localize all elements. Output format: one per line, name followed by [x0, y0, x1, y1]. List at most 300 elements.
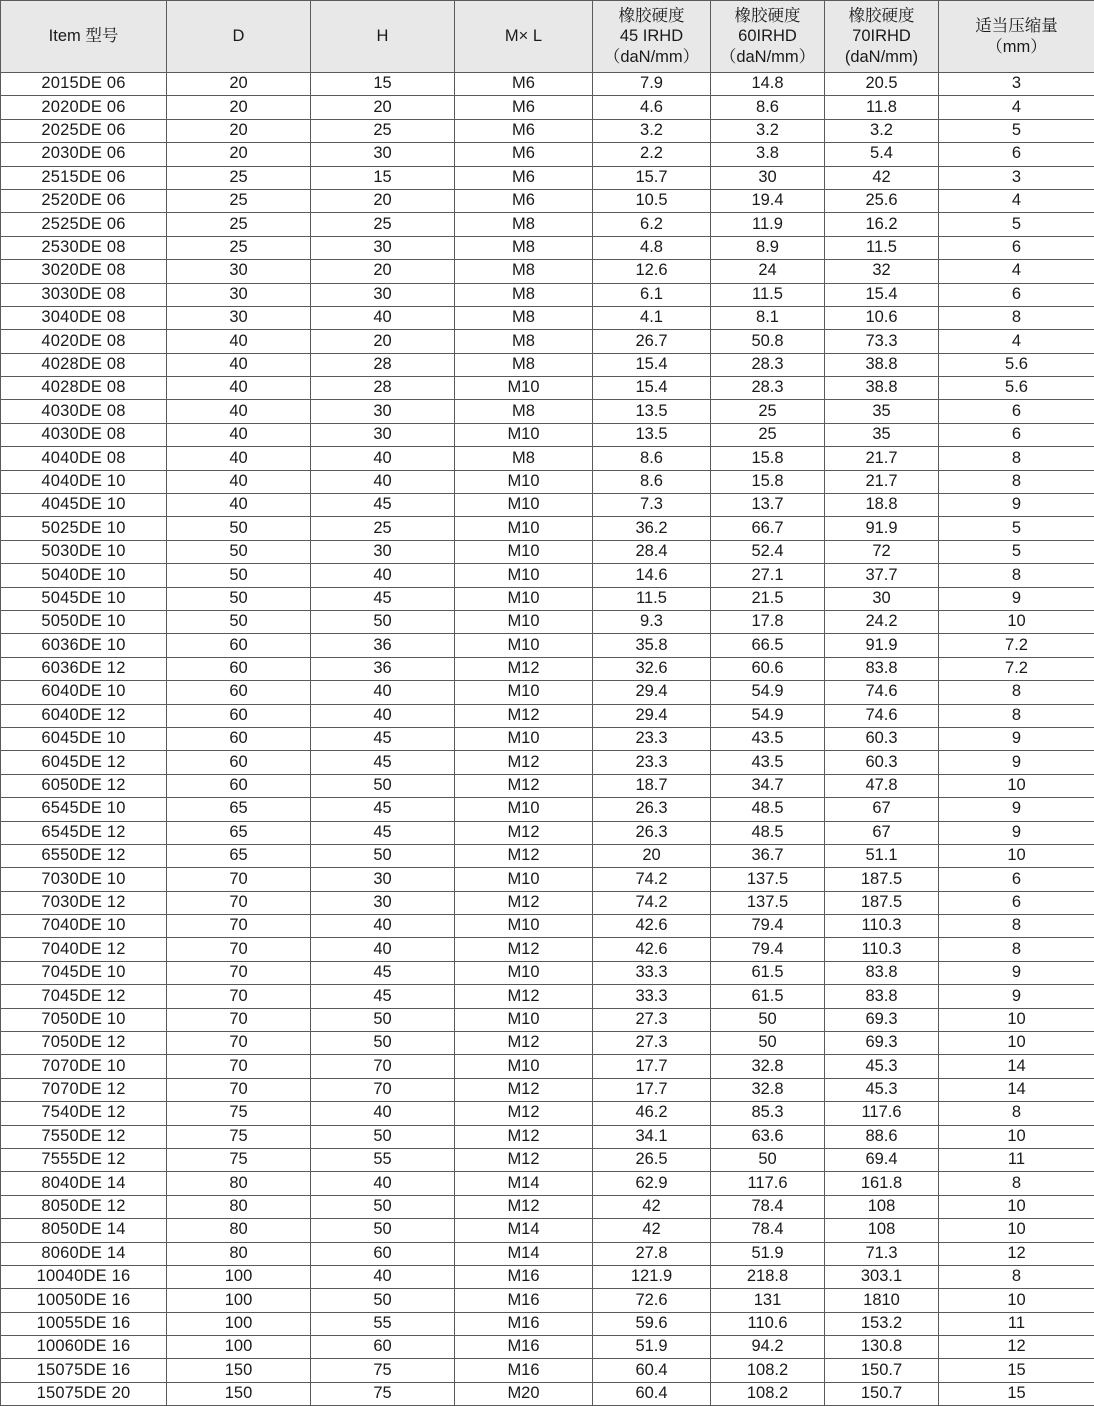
cell-item-code: 8050DE 14	[1, 1219, 167, 1242]
cell-comp: 11	[939, 1312, 1094, 1335]
cell-comp: 8	[939, 564, 1094, 587]
cell-h: 55	[311, 1312, 455, 1335]
cell-item-code: 6040DE 10	[1, 681, 167, 704]
cell-h45: 8.6	[593, 447, 711, 470]
cell-d: 80	[167, 1219, 311, 1242]
cell-comp: 9	[939, 961, 1094, 984]
table-row	[1, 938, 1094, 961]
cell-ml: M12	[455, 1195, 593, 1218]
cell-h60: 17.8	[711, 610, 825, 633]
cell-h45: 28.4	[593, 540, 711, 563]
cell-ml: M8	[455, 447, 593, 470]
table-row	[1, 1172, 1094, 1195]
cell-item-code: 7550DE 12	[1, 1125, 167, 1148]
cell-ml: M20	[455, 1382, 593, 1405]
cell-d: 70	[167, 868, 311, 891]
cell-h70: 110.3	[825, 915, 939, 938]
table-row	[1, 1125, 1094, 1148]
cell-h45: 14.6	[593, 564, 711, 587]
cell-comp: 12	[939, 1242, 1094, 1265]
cell-h60: 32.8	[711, 1078, 825, 1101]
cell-comp: 5.6	[939, 377, 1094, 400]
cell-h60: 79.4	[711, 915, 825, 938]
cell-h45: 72.6	[593, 1289, 711, 1312]
table-row	[1, 868, 1094, 891]
cell-ml: M6	[455, 166, 593, 189]
table-row	[1, 844, 1094, 867]
cell-h70: 69.4	[825, 1148, 939, 1171]
cell-item-code: 4040DE 08	[1, 447, 167, 470]
cell-h60: 3.8	[711, 143, 825, 166]
cell-ml: M10	[455, 540, 593, 563]
cell-h60: 25	[711, 423, 825, 446]
column-header-line: 70IRHD	[827, 26, 936, 46]
cell-h60: 11.9	[711, 213, 825, 236]
cell-d: 100	[167, 1265, 311, 1288]
cell-d: 60	[167, 774, 311, 797]
cell-h70: 83.8	[825, 657, 939, 680]
cell-h70: 25.6	[825, 189, 939, 212]
table-row	[1, 1008, 1094, 1031]
cell-h45: 10.5	[593, 189, 711, 212]
cell-h: 40	[311, 306, 455, 329]
cell-item-code: 7040DE 10	[1, 915, 167, 938]
cell-h45: 3.2	[593, 119, 711, 142]
cell-d: 65	[167, 821, 311, 844]
table-row	[1, 1336, 1094, 1359]
cell-h70: 187.5	[825, 891, 939, 914]
cell-comp: 15	[939, 1382, 1094, 1405]
cell-h: 20	[311, 330, 455, 353]
cell-ml: M12	[455, 985, 593, 1008]
cell-h70: 187.5	[825, 868, 939, 891]
cell-item-code: 2530DE 08	[1, 236, 167, 259]
table-header-row	[1, 1, 1094, 73]
column-header-line: 橡胶硬度	[827, 6, 936, 26]
cell-h45: 9.3	[593, 610, 711, 633]
cell-h45: 51.9	[593, 1336, 711, 1359]
cell-h70: 69.3	[825, 1008, 939, 1031]
cell-ml: M10	[455, 798, 593, 821]
cell-ml: M10	[455, 681, 593, 704]
table-row	[1, 96, 1094, 119]
cell-ml: M8	[455, 353, 593, 376]
cell-ml: M16	[455, 1359, 593, 1382]
cell-ml: M8	[455, 306, 593, 329]
cell-h45: 17.7	[593, 1078, 711, 1101]
column-header-item	[1, 1, 167, 73]
cell-comp: 9	[939, 751, 1094, 774]
cell-d: 100	[167, 1336, 311, 1359]
cell-h60: 60.6	[711, 657, 825, 680]
cell-h70: 47.8	[825, 774, 939, 797]
table-row	[1, 166, 1094, 189]
cell-item-code: 6545DE 12	[1, 821, 167, 844]
table-row	[1, 353, 1094, 376]
column-header-line: （mm）	[941, 37, 1092, 57]
cell-ml: M8	[455, 236, 593, 259]
cell-h: 30	[311, 143, 455, 166]
cell-ml: M10	[455, 587, 593, 610]
cell-ml: M10	[455, 470, 593, 493]
cell-h: 40	[311, 915, 455, 938]
cell-comp: 10	[939, 774, 1094, 797]
cell-ml: M10	[455, 634, 593, 657]
cell-h45: 7.3	[593, 494, 711, 517]
cell-h: 30	[311, 236, 455, 259]
table-row	[1, 189, 1094, 212]
cell-ml: M10	[455, 377, 593, 400]
cell-h: 30	[311, 891, 455, 914]
cell-ml: M12	[455, 1102, 593, 1125]
cell-h45: 29.4	[593, 704, 711, 727]
cell-h45: 23.3	[593, 727, 711, 750]
cell-h60: 43.5	[711, 727, 825, 750]
cell-item-code: 6040DE 12	[1, 704, 167, 727]
cell-h70: 11.8	[825, 96, 939, 119]
cell-h60: 48.5	[711, 821, 825, 844]
cell-h45: 27.3	[593, 1008, 711, 1031]
cell-ml: M10	[455, 423, 593, 446]
cell-h: 50	[311, 1008, 455, 1031]
cell-d: 60	[167, 727, 311, 750]
cell-h: 70	[311, 1078, 455, 1101]
cell-h60: 51.9	[711, 1242, 825, 1265]
table-row	[1, 1219, 1094, 1242]
cell-h: 30	[311, 540, 455, 563]
table-row	[1, 1078, 1094, 1101]
cell-h: 55	[311, 1148, 455, 1171]
cell-h45: 33.3	[593, 985, 711, 1008]
cell-h45: 20	[593, 844, 711, 867]
cell-h45: 46.2	[593, 1102, 711, 1125]
cell-h70: 150.7	[825, 1382, 939, 1405]
cell-h: 45	[311, 821, 455, 844]
cell-item-code: 15075DE 20	[1, 1382, 167, 1405]
cell-h: 30	[311, 400, 455, 423]
table-row	[1, 1055, 1094, 1078]
cell-h60: 137.5	[711, 868, 825, 891]
cell-d: 25	[167, 166, 311, 189]
cell-h70: 117.6	[825, 1102, 939, 1125]
table-row	[1, 1359, 1094, 1382]
cell-h60: 54.9	[711, 681, 825, 704]
cell-h70: 83.8	[825, 985, 939, 1008]
table-row	[1, 891, 1094, 914]
cell-d: 25	[167, 236, 311, 259]
column-header-h70	[825, 1, 939, 73]
cell-h70: 73.3	[825, 330, 939, 353]
cell-ml: M12	[455, 1148, 593, 1171]
cell-h45: 23.3	[593, 751, 711, 774]
cell-item-code: 2515DE 06	[1, 166, 167, 189]
cell-ml: M12	[455, 1125, 593, 1148]
cell-h45: 42	[593, 1219, 711, 1242]
cell-h45: 4.6	[593, 96, 711, 119]
cell-item-code: 4028DE 08	[1, 353, 167, 376]
cell-h: 50	[311, 1125, 455, 1148]
cell-d: 40	[167, 494, 311, 517]
cell-h: 20	[311, 260, 455, 283]
cell-h45: 62.9	[593, 1172, 711, 1195]
cell-item-code: 5040DE 10	[1, 564, 167, 587]
cell-comp: 5	[939, 119, 1094, 142]
table-row	[1, 727, 1094, 750]
cell-d: 20	[167, 73, 311, 96]
cell-h60: 52.4	[711, 540, 825, 563]
table-row	[1, 1382, 1094, 1405]
cell-ml: M14	[455, 1219, 593, 1242]
cell-d: 40	[167, 377, 311, 400]
cell-h70: 21.7	[825, 470, 939, 493]
cell-ml: M10	[455, 564, 593, 587]
cell-h60: 50.8	[711, 330, 825, 353]
cell-ml: M12	[455, 938, 593, 961]
cell-comp: 5	[939, 540, 1094, 563]
cell-h70: 91.9	[825, 517, 939, 540]
cell-h60: 110.6	[711, 1312, 825, 1335]
cell-item-code: 7050DE 12	[1, 1032, 167, 1055]
table-row	[1, 1265, 1094, 1288]
cell-ml: M12	[455, 1078, 593, 1101]
cell-h: 40	[311, 1172, 455, 1195]
cell-d: 150	[167, 1359, 311, 1382]
cell-h45: 8.6	[593, 470, 711, 493]
column-header-line: 45 IRHD	[595, 26, 708, 46]
cell-h: 30	[311, 283, 455, 306]
cell-h70: 74.6	[825, 681, 939, 704]
cell-h60: 79.4	[711, 938, 825, 961]
table-row	[1, 985, 1094, 1008]
cell-comp: 14	[939, 1078, 1094, 1101]
cell-comp: 6	[939, 143, 1094, 166]
cell-item-code: 8040DE 14	[1, 1172, 167, 1195]
cell-d: 20	[167, 143, 311, 166]
cell-h45: 27.3	[593, 1032, 711, 1055]
cell-ml: M8	[455, 283, 593, 306]
cell-ml: M16	[455, 1289, 593, 1312]
cell-comp: 8	[939, 306, 1094, 329]
table-row	[1, 1148, 1094, 1171]
cell-h70: 60.3	[825, 751, 939, 774]
cell-d: 100	[167, 1312, 311, 1335]
cell-d: 60	[167, 751, 311, 774]
cell-h70: 110.3	[825, 938, 939, 961]
cell-comp: 10	[939, 844, 1094, 867]
cell-comp: 7.2	[939, 634, 1094, 657]
cell-h70: 21.7	[825, 447, 939, 470]
cell-h: 45	[311, 798, 455, 821]
cell-h60: 137.5	[711, 891, 825, 914]
cell-ml: M12	[455, 891, 593, 914]
cell-h45: 60.4	[593, 1382, 711, 1405]
cell-item-code: 7045DE 10	[1, 961, 167, 984]
cell-h60: 14.8	[711, 73, 825, 96]
table-row	[1, 1242, 1094, 1265]
cell-h45: 26.3	[593, 798, 711, 821]
cell-h45: 121.9	[593, 1265, 711, 1288]
cell-h70: 37.7	[825, 564, 939, 587]
cell-h70: 20.5	[825, 73, 939, 96]
cell-h45: 32.6	[593, 657, 711, 680]
cell-h45: 74.2	[593, 891, 711, 914]
cell-h: 50	[311, 1032, 455, 1055]
cell-comp: 9	[939, 587, 1094, 610]
cell-h70: 69.3	[825, 1032, 939, 1055]
cell-h: 28	[311, 353, 455, 376]
cell-d: 40	[167, 447, 311, 470]
cell-d: 70	[167, 1008, 311, 1031]
cell-h60: 13.7	[711, 494, 825, 517]
cell-h70: 16.2	[825, 213, 939, 236]
cell-d: 60	[167, 704, 311, 727]
cell-item-code: 3040DE 08	[1, 306, 167, 329]
column-header-h45	[593, 1, 711, 73]
cell-h60: 30	[711, 166, 825, 189]
cell-comp: 15	[939, 1359, 1094, 1382]
cell-h: 36	[311, 657, 455, 680]
cell-d: 40	[167, 353, 311, 376]
cell-item-code: 7050DE 10	[1, 1008, 167, 1031]
cell-h60: 108.2	[711, 1382, 825, 1405]
cell-h: 25	[311, 119, 455, 142]
cell-h45: 34.1	[593, 1125, 711, 1148]
cell-h45: 36.2	[593, 517, 711, 540]
table-row	[1, 494, 1094, 517]
cell-h: 60	[311, 1242, 455, 1265]
column-header-line: 适当压缩量	[941, 16, 1092, 36]
cell-comp: 4	[939, 96, 1094, 119]
cell-item-code: 10050DE 16	[1, 1289, 167, 1312]
table-row	[1, 1032, 1094, 1055]
cell-item-code: 4028DE 08	[1, 377, 167, 400]
cell-h: 40	[311, 470, 455, 493]
cell-comp: 9	[939, 798, 1094, 821]
cell-h60: 63.6	[711, 1125, 825, 1148]
cell-comp: 12	[939, 1336, 1094, 1359]
cell-h60: 94.2	[711, 1336, 825, 1359]
cell-comp: 6	[939, 423, 1094, 446]
cell-item-code: 2520DE 06	[1, 189, 167, 212]
cell-item-code: 5030DE 10	[1, 540, 167, 563]
cell-h45: 35.8	[593, 634, 711, 657]
table-row	[1, 704, 1094, 727]
column-header-line: 橡胶硬度	[713, 6, 822, 26]
cell-h60: 8.6	[711, 96, 825, 119]
cell-h70: 38.8	[825, 353, 939, 376]
cell-comp: 14	[939, 1055, 1094, 1078]
column-header-line: （daN/mm）	[595, 47, 708, 67]
cell-d: 80	[167, 1172, 311, 1195]
cell-h45: 42	[593, 1195, 711, 1218]
cell-h: 60	[311, 1336, 455, 1359]
cell-ml: M10	[455, 961, 593, 984]
cell-comp: 8	[939, 1172, 1094, 1195]
cell-comp: 10	[939, 1125, 1094, 1148]
cell-h60: 21.5	[711, 587, 825, 610]
table-row	[1, 517, 1094, 540]
cell-h: 15	[311, 73, 455, 96]
cell-item-code: 2015DE 06	[1, 73, 167, 96]
cell-h: 25	[311, 517, 455, 540]
cell-d: 40	[167, 400, 311, 423]
cell-h70: 88.6	[825, 1125, 939, 1148]
cell-comp: 8	[939, 681, 1094, 704]
cell-comp: 8	[939, 915, 1094, 938]
cell-item-code: 5050DE 10	[1, 610, 167, 633]
table-row	[1, 1289, 1094, 1312]
cell-ml: M10	[455, 610, 593, 633]
cell-d: 50	[167, 540, 311, 563]
cell-h60: 19.4	[711, 189, 825, 212]
cell-ml: M10	[455, 494, 593, 517]
cell-h: 45	[311, 751, 455, 774]
cell-h60: 28.3	[711, 353, 825, 376]
table-row	[1, 236, 1094, 259]
cell-h: 40	[311, 681, 455, 704]
cell-h45: 13.5	[593, 400, 711, 423]
cell-h60: 15.8	[711, 470, 825, 493]
cell-h45: 59.6	[593, 1312, 711, 1335]
cell-ml: M8	[455, 260, 593, 283]
column-header-ml	[455, 1, 593, 73]
cell-h70: 130.8	[825, 1336, 939, 1359]
cell-h: 28	[311, 377, 455, 400]
cell-h: 40	[311, 1265, 455, 1288]
cell-d: 75	[167, 1148, 311, 1171]
cell-h: 50	[311, 844, 455, 867]
cell-h: 36	[311, 634, 455, 657]
cell-d: 80	[167, 1195, 311, 1218]
cell-d: 70	[167, 985, 311, 1008]
cell-item-code: 6545DE 10	[1, 798, 167, 821]
cell-item-code: 6036DE 12	[1, 657, 167, 680]
cell-h: 75	[311, 1382, 455, 1405]
cell-h: 45	[311, 587, 455, 610]
cell-item-code: 4020DE 08	[1, 330, 167, 353]
cell-h45: 4.1	[593, 306, 711, 329]
table-row	[1, 400, 1094, 423]
cell-d: 30	[167, 306, 311, 329]
cell-comp: 8	[939, 938, 1094, 961]
cell-d: 70	[167, 891, 311, 914]
table-row	[1, 821, 1094, 844]
cell-item-code: 7045DE 12	[1, 985, 167, 1008]
cell-comp: 11	[939, 1148, 1094, 1171]
cell-item-code: 5045DE 10	[1, 587, 167, 610]
cell-h60: 48.5	[711, 798, 825, 821]
cell-h45: 15.7	[593, 166, 711, 189]
cell-h60: 34.7	[711, 774, 825, 797]
cell-item-code: 7070DE 10	[1, 1055, 167, 1078]
cell-item-code: 5025DE 10	[1, 517, 167, 540]
cell-ml: M6	[455, 119, 593, 142]
cell-ml: M12	[455, 657, 593, 680]
cell-h60: 61.5	[711, 985, 825, 1008]
cell-ml: M14	[455, 1172, 593, 1195]
cell-comp: 5.6	[939, 353, 1094, 376]
column-header-line: H	[313, 26, 452, 46]
column-header-line: (daN/mm)	[827, 47, 936, 67]
cell-d: 65	[167, 844, 311, 867]
table-header	[1, 1, 1094, 73]
cell-h: 20	[311, 189, 455, 212]
cell-h: 45	[311, 727, 455, 750]
cell-item-code: 2025DE 06	[1, 119, 167, 142]
cell-comp: 10	[939, 1195, 1094, 1218]
cell-h70: 35	[825, 423, 939, 446]
cell-ml: M10	[455, 517, 593, 540]
